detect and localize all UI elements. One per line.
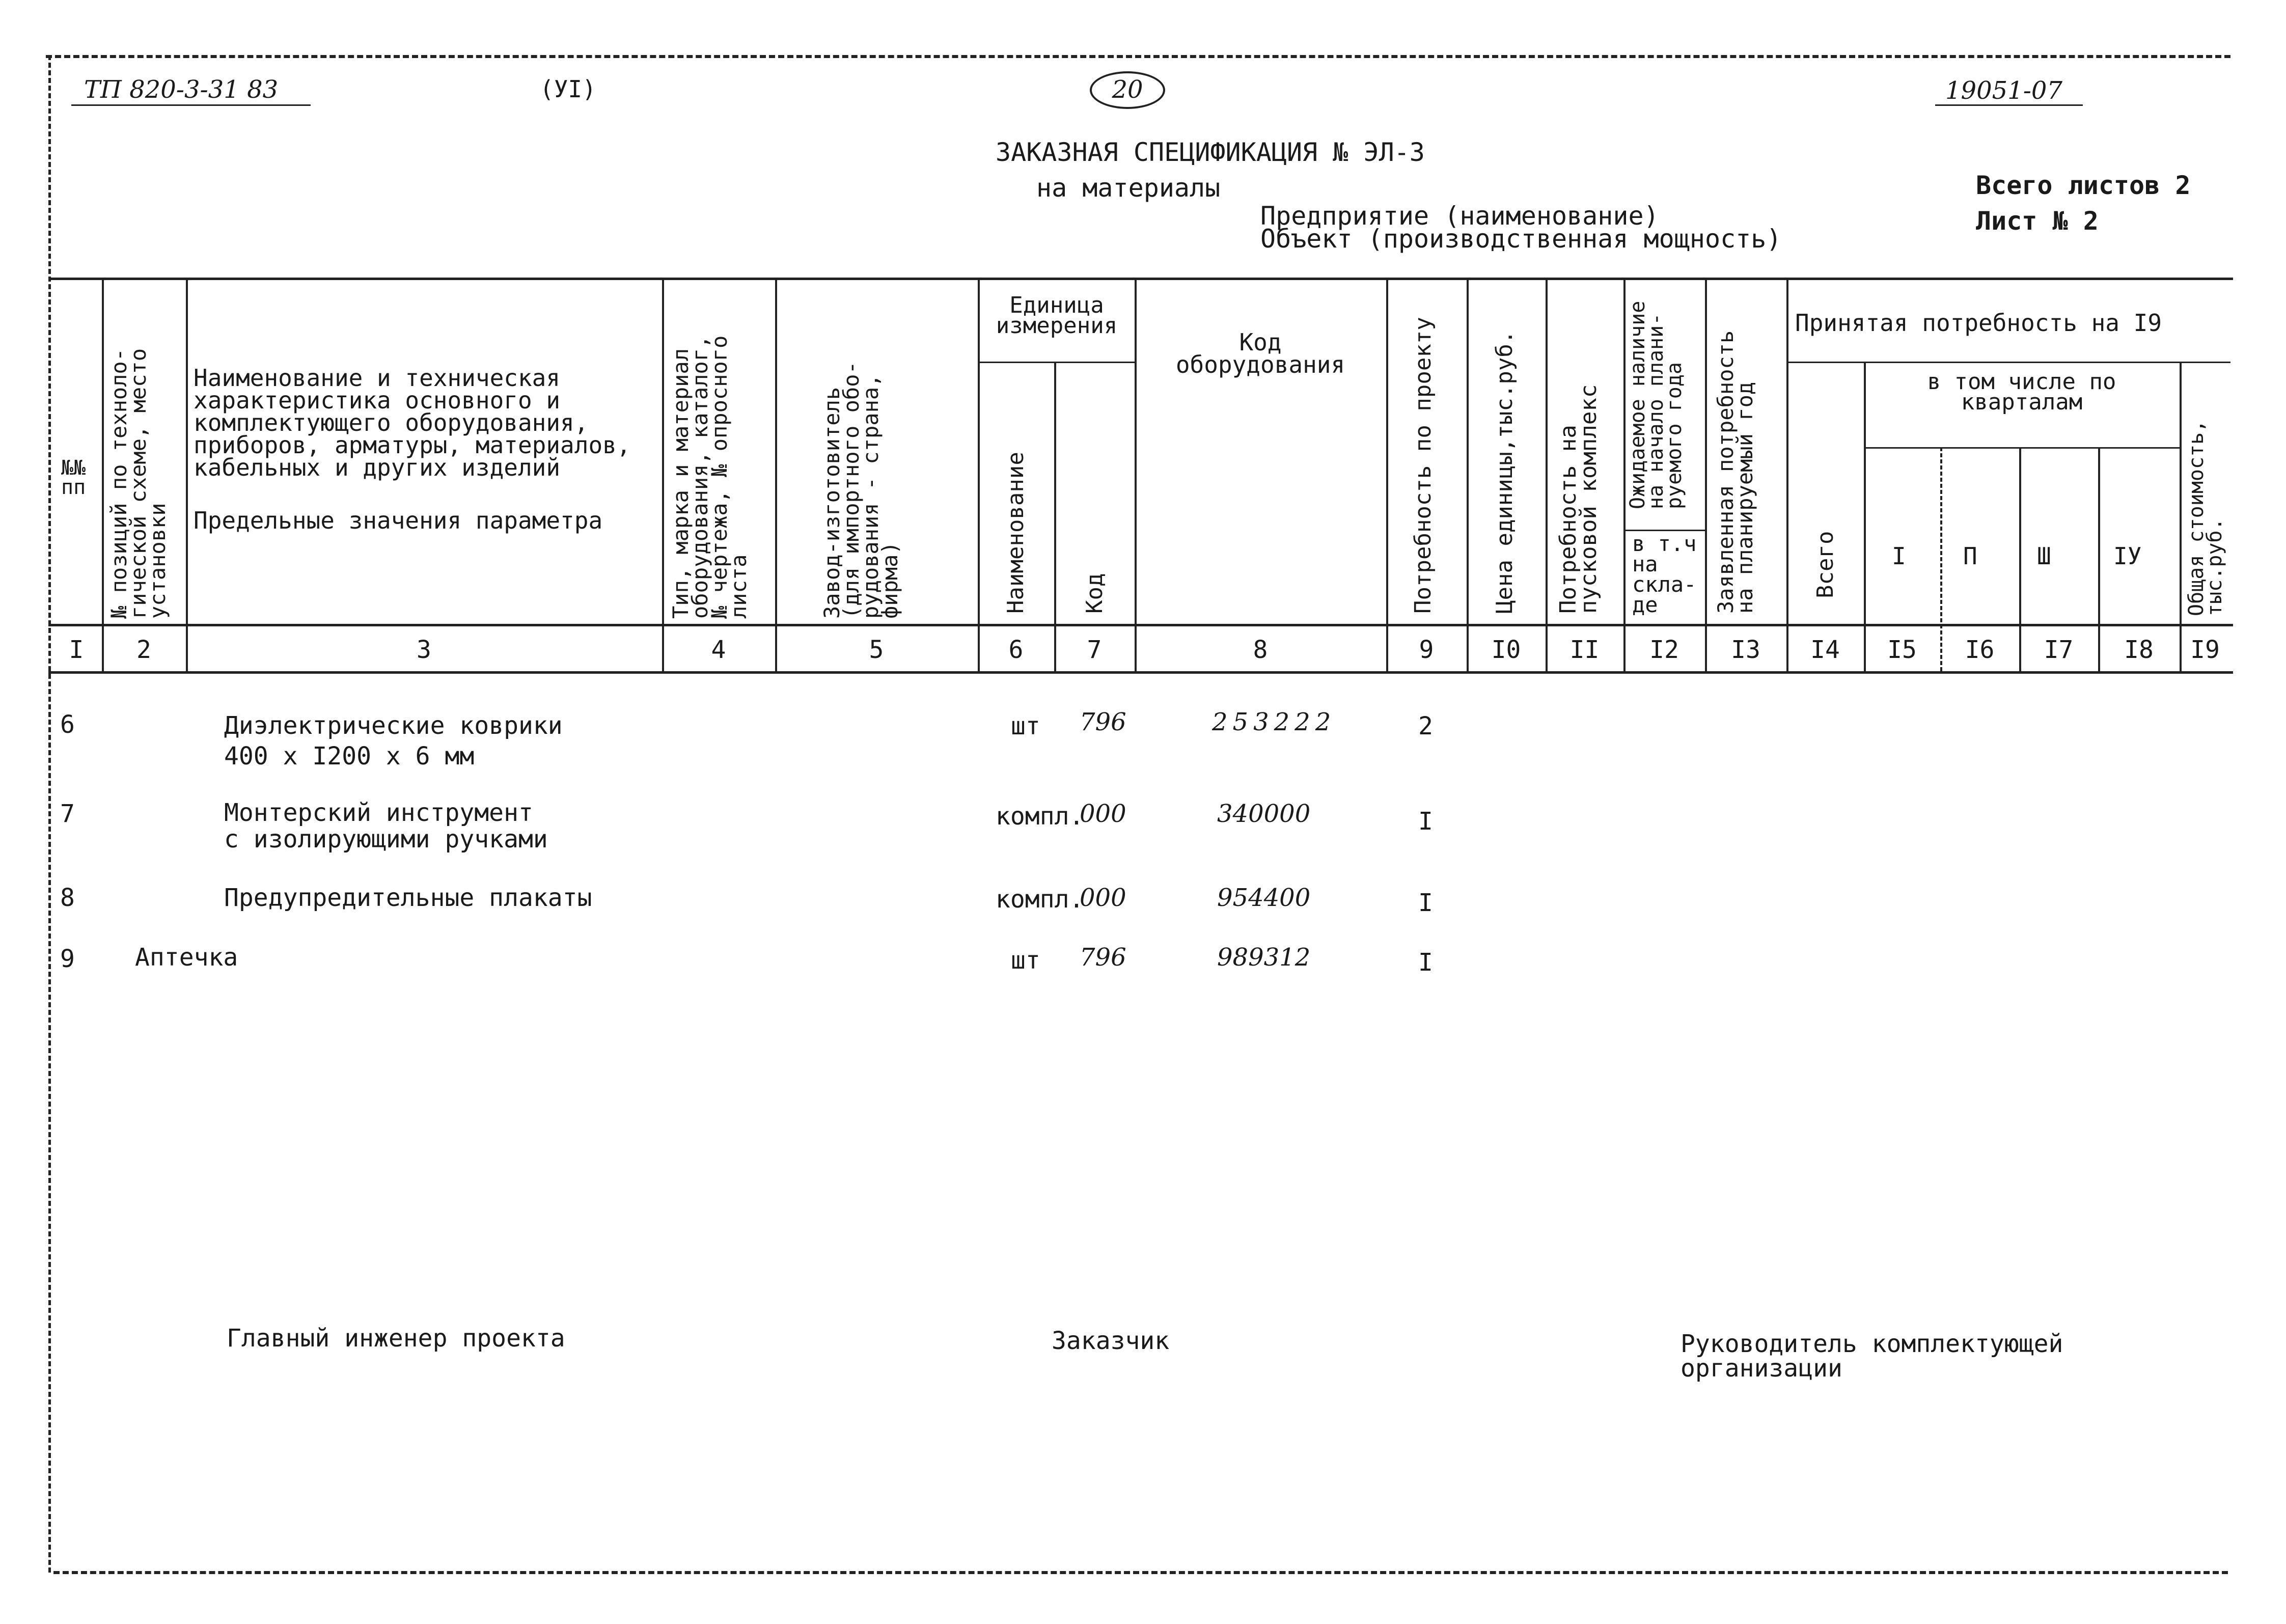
col-6-header: Наименование — [1003, 452, 1029, 614]
colnum-8: 8 — [1253, 636, 1268, 664]
colnum-17: I7 — [2044, 636, 2074, 664]
frame-left-border — [48, 55, 51, 1573]
spec-subtitle: на материалы — [1036, 173, 1221, 203]
doc-code: 19051-07 — [1945, 76, 2062, 105]
chief-engineer-signature: Главный инженер проекта — [227, 1324, 565, 1353]
tp-code: ТП 820-3-31 83 — [84, 75, 279, 104]
colnum-5: 5 — [869, 636, 884, 664]
colnum-2: 2 — [136, 636, 151, 664]
row-unit: шт — [1011, 712, 1040, 740]
header-bottom-line — [48, 624, 2233, 626]
colnum-7: 7 — [1087, 636, 1102, 664]
vline-12 — [1705, 278, 1707, 671]
row-number: 9 — [60, 945, 75, 973]
frame-top-border — [46, 55, 2230, 58]
col-1-header: №№ пп — [61, 456, 86, 499]
colnum-4: 4 — [711, 636, 726, 664]
accepted-group-line — [1787, 362, 2230, 363]
col-7-header: Код — [1082, 573, 1108, 614]
row-unit: шт — [1011, 946, 1040, 975]
col-2-header: № позиций по техноло- гической схеме, место установки — [106, 348, 170, 619]
row-number: 7 — [60, 800, 75, 828]
row-name: Предупредительные плакаты — [224, 884, 592, 912]
row-unit-code: 796 — [1080, 708, 1126, 736]
enterprise-label: Предприятие (наименование) — [1260, 201, 1659, 231]
vline-9 — [1467, 278, 1469, 671]
vline-10 — [1546, 278, 1548, 671]
row-unit: компл. — [996, 802, 1084, 831]
colnum-12: I2 — [1649, 636, 1679, 664]
vline-2 — [186, 278, 188, 671]
object-label: Объект (производственная мощность) — [1260, 224, 1782, 254]
spec-title: ЗАКАЗНАЯ СПЕЦИФИКАЦИЯ № ЭЛ-3 — [996, 137, 1425, 167]
vline-13 — [1786, 278, 1788, 671]
page-number-text: 20 — [1112, 75, 1143, 104]
colnum-10: I0 — [1491, 636, 1521, 664]
quarters-group-header: в том числе по кварталам — [1927, 369, 2116, 415]
col-12-subheader: в т.ч на скла- де — [1632, 531, 1697, 617]
col-13-header: Заявленная потребность на планируемый год — [1713, 330, 1757, 614]
vline-6 — [1054, 362, 1056, 671]
row-qty: 2 — [1418, 712, 1433, 740]
org-head-signature: Руководитель комплектующей организации — [1681, 1330, 2063, 1383]
vline-3 — [662, 278, 664, 671]
quarter-2-header: П — [1963, 542, 1977, 570]
colnum-3: 3 — [417, 636, 431, 664]
row-qty: I — [1418, 948, 1433, 977]
colnum-15: I5 — [1887, 636, 1917, 664]
vline-1 — [102, 278, 104, 671]
frame-bottom-border — [53, 1571, 2228, 1574]
col-3-header: Наименование и техническая характеристика основного и комплектующего оборудования, приборов, арматуры, материалов, кабельных и других изделий — [194, 364, 631, 481]
vline-18 — [2180, 362, 2182, 671]
sheet-number: Лист № 2 — [1976, 206, 2099, 236]
col-19-header: Общая стоимость, тыс.руб. — [2185, 420, 2226, 616]
colnum-1: I — [69, 636, 84, 664]
unit-group-line — [978, 362, 1136, 363]
col-8-header: Код оборудования — [1175, 328, 1345, 378]
quarter-3-header: Ш — [2037, 542, 2051, 570]
colnum-9: 9 — [1419, 636, 1434, 664]
vline-7 — [1135, 278, 1137, 671]
row-qty: I — [1418, 807, 1433, 836]
col-12-header: Ожидаемое наличие на начало плани- руемого года — [1626, 300, 1686, 509]
row-name: Аптечка — [135, 943, 238, 972]
colnum-14: I4 — [1810, 636, 1840, 664]
table-top-line — [48, 278, 2233, 280]
row-equip-code: 340000 — [1217, 800, 1311, 828]
quarters-group-line — [1864, 447, 2180, 449]
row-number: 8 — [60, 884, 75, 912]
customer-signature: Заказчик — [1052, 1327, 1170, 1355]
colnum-6: 6 — [1008, 636, 1024, 664]
colnum-11: II — [1569, 636, 1600, 664]
row-number: 6 — [60, 710, 75, 739]
row-unit-code: 796 — [1080, 943, 1126, 972]
vline-8 — [1386, 278, 1388, 671]
col-4-header: Тип, марка и материал оборудования, каталог, № чертежа, № опросного листа — [668, 335, 751, 619]
quarter-1-header: I — [1892, 542, 1906, 570]
doc-code-underline — [1935, 104, 2083, 106]
row-equip-code: 253222 — [1212, 708, 1336, 736]
vline-4 — [775, 278, 777, 671]
col-3-subheader: Предельные значения параметра — [194, 507, 603, 534]
colnum-13: I3 — [1731, 636, 1760, 664]
sheets-total: Всего листов 2 — [1976, 171, 2191, 200]
vline-5 — [978, 278, 980, 671]
col-10-header: Цена единицы,тыс.руб. — [1492, 330, 1518, 614]
row-unit: компл. — [996, 885, 1084, 914]
row-name: Диэлектрические коврики 400 х I200 х 6 мм — [224, 711, 563, 770]
row-unit-code: 000 — [1080, 800, 1126, 828]
row-equip-code: 989312 — [1217, 943, 1311, 972]
col-9-header: Потребность по проекту — [1410, 317, 1436, 614]
accepted-group-header: Принятая потребность на I9 — [1795, 309, 2162, 337]
vline-11 — [1623, 278, 1626, 671]
colnum-bottom-line — [48, 671, 2233, 674]
row-name: Монтерский инструмент с изолирующими ручками — [224, 799, 548, 854]
tp-code-underline — [71, 104, 311, 106]
vline-14 — [1864, 362, 1866, 671]
row-equip-code: 954400 — [1217, 884, 1311, 912]
page-number — [1090, 71, 1165, 109]
col-14-header: Всего — [1812, 531, 1838, 598]
section-label: (УI) — [540, 75, 596, 103]
unit-group-header: Единица измерения — [996, 292, 1118, 339]
col-5-header: Завод-изготовитель (для импортного обо- рудования - страна, фирма) — [819, 361, 902, 619]
row-qty: I — [1418, 889, 1433, 917]
colnum-19: I9 — [2190, 636, 2220, 664]
quarter-4-header: IУ — [2113, 542, 2142, 570]
col-11-header: Потребность на пусковой комплекс — [1555, 384, 1602, 614]
row-unit-code: 000 — [1080, 884, 1126, 912]
colnum-16: I6 — [1965, 636, 1995, 664]
colnum-18: I8 — [2124, 636, 2154, 664]
